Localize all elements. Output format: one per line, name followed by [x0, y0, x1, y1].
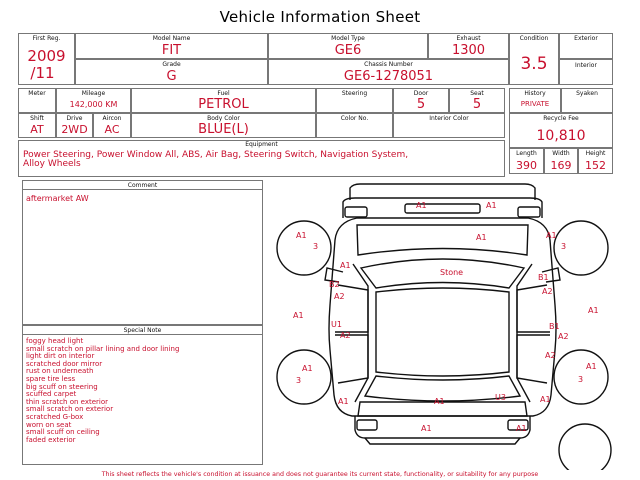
mark-front-a1-left: A1 [416, 201, 427, 210]
note-item: scratched door mirror [26, 359, 103, 368]
meter-label: Meter [28, 90, 46, 97]
color-no-label: Color No. [340, 115, 369, 122]
interior-label: Interior [575, 62, 597, 69]
note-item: small scratch on pillar lining and door lining [26, 344, 180, 353]
mileage-label: Mileage [81, 90, 106, 97]
height-cell [578, 148, 613, 174]
history-label: History [524, 90, 546, 97]
aircon-value: AC [104, 123, 120, 136]
interior-color-cell [393, 113, 505, 138]
first-reg-label: First Reg. [32, 35, 61, 42]
note-item: big scuff on steering [26, 382, 98, 391]
syaken-cell [561, 88, 613, 113]
fuel-value: PETROL [198, 97, 249, 112]
condition-cell [509, 33, 559, 85]
drive-label: Drive [66, 115, 83, 122]
model-type-cell [268, 33, 428, 59]
shift-cell [18, 113, 56, 138]
mark-u1-left: U1 [331, 320, 342, 329]
wheel-rear-left-icon [277, 350, 331, 404]
mileage-cell [56, 88, 131, 113]
syaken-label: Syaken [576, 90, 598, 97]
mark-wheel-rl: A1 [302, 364, 313, 373]
shift-value: AT [30, 123, 44, 136]
comment-text: aftermarket AW [26, 194, 89, 203]
left-side [353, 264, 368, 402]
length-cell [509, 148, 544, 174]
mark-side-right: A1 [588, 306, 599, 315]
mark-pillar-right: B1 [538, 273, 549, 282]
mark-wheel-fr-num: 3 [561, 242, 567, 251]
mark-windshield: Stone [440, 268, 464, 277]
aircon-label: Aircon [102, 115, 122, 122]
meter-cell [18, 88, 56, 113]
mark-front-a1-right: A1 [486, 201, 497, 210]
length-value: 390 [516, 159, 537, 172]
color-no-cell [316, 113, 393, 138]
comment-box [22, 180, 263, 325]
note-item: light dirt on interior [26, 352, 95, 361]
equipment-label: Equipment [245, 141, 278, 148]
grade-value: G [166, 69, 177, 84]
interior-cell [559, 59, 613, 85]
exterior-cell [559, 33, 613, 59]
mark-bumper-left: A1 [421, 424, 432, 433]
mark-side-left: A1 [293, 311, 304, 320]
mark-a2-right-upper: A2 [542, 287, 553, 296]
condition-label: Condition [519, 35, 549, 42]
disclaimer-footer: This sheet reflects the vehicle's condition at issuance and does not guarantee its current state, functionality, or suitability for any purpose [101, 471, 539, 478]
mark-wheel-fl-num: 3 [313, 242, 319, 251]
mark-wheel-rr: A1 [586, 362, 597, 371]
mark-a2-right-rocker: A2 [545, 351, 556, 360]
aircon-cell [93, 113, 131, 138]
note-item: scuffed carpet [26, 390, 77, 399]
seat-label: Seat [470, 90, 484, 97]
height-value: 152 [585, 159, 606, 172]
recycle-fee-label: Recycle Fee [543, 115, 579, 122]
roof [376, 288, 509, 376]
grade-cell [75, 59, 268, 85]
fuel-label: Fuel [217, 90, 230, 97]
front-plate-right [518, 207, 540, 217]
special-note-list [26, 338, 179, 444]
note-item: foggy head light [26, 337, 84, 345]
interior-color-label: Interior Color [429, 115, 469, 122]
width-value: 169 [550, 159, 572, 172]
rear-bumper-lower [365, 438, 520, 444]
grille [343, 198, 542, 218]
shift-label: Shift [30, 115, 44, 122]
drive-value: 2WD [61, 123, 88, 136]
note-item: thin scratch on exterior [26, 397, 109, 406]
first-reg-cell [18, 33, 75, 85]
mark-wheel-rl-num: 3 [296, 376, 302, 385]
mark-rear-center: A1 [434, 397, 445, 406]
equipment-line-1: Power Steering, Power Window All, ABS, Air Bag, Steering Switch, Navigation System, [23, 150, 409, 160]
note-item: faded exterior [26, 435, 76, 444]
note-item: scratched G-box [26, 412, 84, 421]
history-cell [509, 88, 561, 113]
special-note-header [23, 326, 262, 335]
exhaust-label: Exhaust [456, 35, 481, 42]
seat-cell [449, 88, 505, 113]
mark-a2-left-upper: A2 [334, 292, 345, 301]
body-color-cell [131, 113, 316, 138]
chassis-label: Chassis Number [364, 61, 413, 68]
mark-a2-left-lower: A2 [340, 331, 351, 340]
drive-cell [56, 113, 93, 138]
chassis-cell [268, 59, 509, 85]
model-name-value: FIT [161, 43, 182, 58]
exterior-label: Exterior [574, 35, 598, 42]
mileage-value: 142,000 KM [69, 100, 118, 109]
mark-b2-left: B2 [329, 280, 340, 289]
mark-wheel-fr: A1 [546, 231, 557, 240]
spare-tire-icon [559, 424, 611, 470]
model-name-label: Model Name [152, 35, 191, 42]
model-type-value: GE6 [334, 43, 362, 58]
mark-wheel-fl: A1 [296, 231, 307, 240]
first-reg-year: 2009 [27, 47, 66, 65]
mark-fender-left: A1 [340, 261, 351, 270]
recycle-fee-cell [509, 113, 613, 148]
special-note-box [22, 325, 263, 465]
right-side [517, 264, 532, 402]
first-reg-month: /11 [30, 64, 55, 82]
length-label: Length [516, 150, 537, 157]
mark-wheel-rr-num: 3 [578, 375, 584, 384]
note-item: small scratch on exterior [26, 405, 114, 414]
chassis-value: GE6-1278051 [343, 69, 434, 84]
mark-rear-left: A1 [338, 397, 349, 406]
equipment-cell [18, 140, 505, 177]
history-value: PRIVATE [520, 100, 550, 108]
width-label: Width [552, 150, 570, 157]
mark-a2-right-lower: A2 [558, 332, 569, 341]
condition-value: 3.5 [520, 54, 548, 74]
rear-bumper [355, 416, 530, 438]
steering-label: Steering [341, 90, 368, 97]
note-item: worn on seat [26, 420, 72, 429]
wheel-front-left-icon [277, 221, 331, 275]
body-color-label: Body Color [207, 115, 240, 122]
mark-hood: A1 [476, 233, 487, 242]
sheet-title: Vehicle Information Sheet [219, 8, 421, 26]
door-label: Door [413, 90, 429, 97]
steering-cell [316, 88, 393, 113]
mark-rear-u3: U3 [495, 393, 506, 402]
equipment-line-2: Alloy Wheels [23, 159, 81, 169]
grade-label: Grade [162, 61, 181, 68]
comment-label: Comment [127, 182, 158, 189]
mark-b1-right: B1 [549, 322, 560, 331]
width-cell [544, 148, 578, 174]
seat-value: 5 [472, 97, 482, 112]
model-name-cell [75, 33, 268, 59]
hood [357, 225, 528, 255]
door-cell [393, 88, 449, 113]
note-item: spare tire less [26, 374, 76, 383]
car-damage-diagram [265, 180, 620, 470]
exhaust-cell [428, 33, 509, 59]
special-note-label: Special Note [123, 327, 162, 334]
height-label: Height [585, 150, 606, 157]
rear-plate-left [357, 420, 377, 430]
left-rear-door [335, 335, 368, 383]
front-plate [345, 207, 367, 217]
mark-rear-right: A1 [540, 395, 551, 404]
comment-header [23, 181, 262, 190]
model-type-label: Model Type [331, 35, 365, 42]
body-color-value: BLUE(L) [198, 122, 249, 137]
fuel-cell [131, 88, 316, 113]
recycle-fee-value: 10,810 [536, 128, 586, 144]
note-item: small scuff on ceiling [26, 428, 100, 437]
exhaust-value: 1300 [451, 43, 486, 58]
door-value: 5 [416, 97, 426, 112]
mark-bumper-right: A1 [516, 424, 527, 433]
note-item: rust on underneath [26, 367, 94, 376]
